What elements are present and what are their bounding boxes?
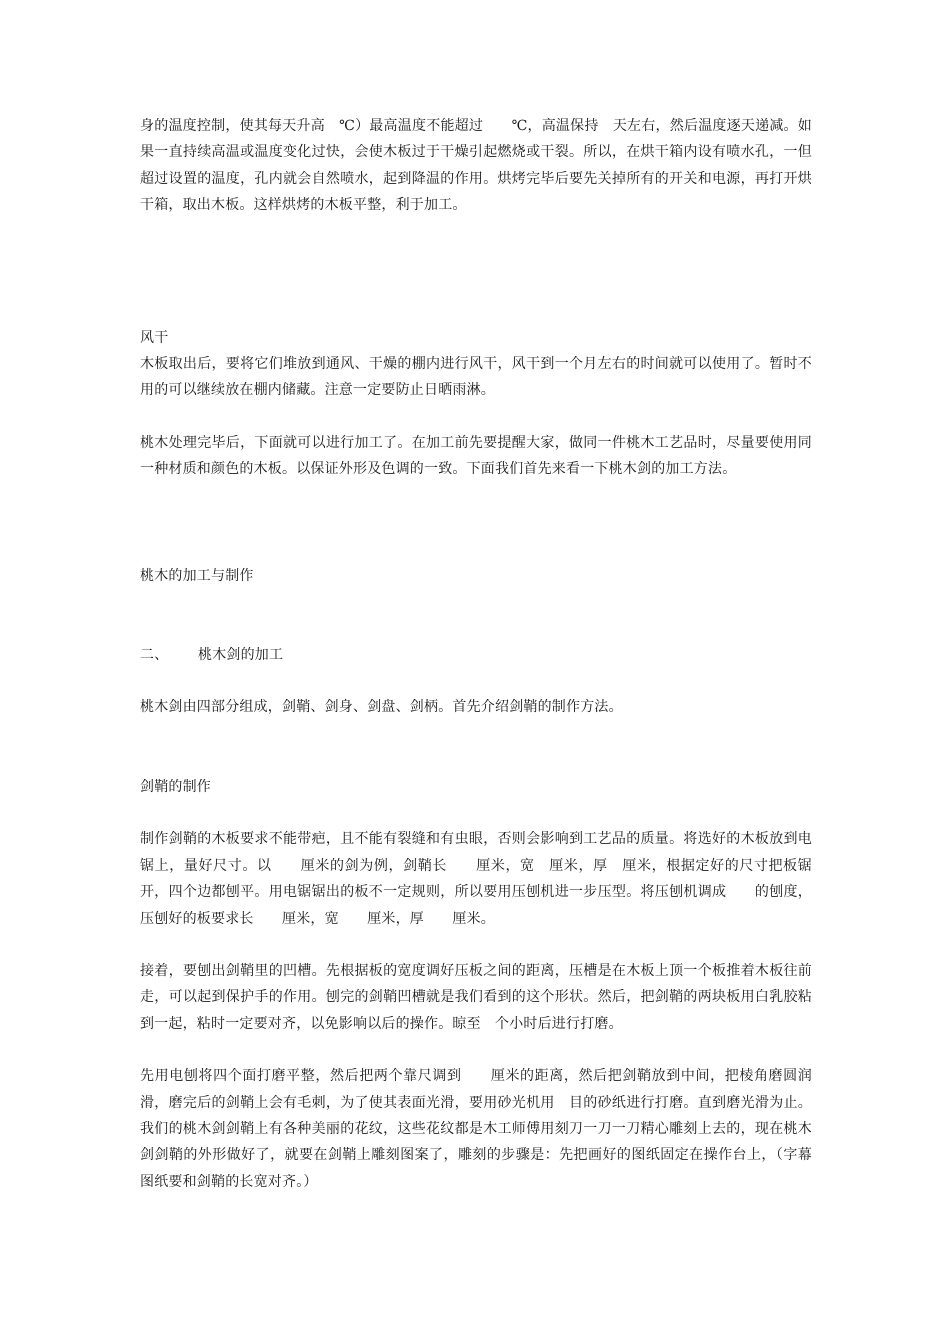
paragraph-processing-intro: 桃木处理完毕后，下面就可以进行加工了。在加工前先要提醒大家，做同一件桃木工艺品时，尽量要使用同一种材质和颜色的木板。以保证外形及色调的一致。下面我们首先来看一下桃木剑的加工方法。: [140, 434, 812, 478]
heading-sword-processing: [140, 642, 812, 668]
spacer: [140, 404, 812, 430]
section-title: 桃木的加工与制作: [140, 567, 254, 584]
paragraph-drying-temperature: 身的温度控制，使其每天升高 ℃）最高温度不能超过 ℃，高温保持 天左右，然后温度逐天递减。如果一直持续高温或温度变化过快，会使木板过于干燥引起燃烧或干裂。所以，在烘干箱内设有喷水孔，一但超过设置的温度，孔内就会自然喷水，起到降温的作用。烘烤完毕后要先关掉所有的开关和电源，再打开烘干箱，取出木板。这样烘烤的木板平整，利于加工。: [140, 118, 812, 214]
paragraph-air-dry: 木板取出后，要将它们堆放到通风、干燥的棚内进行风干，风干到一个月左右的时间就可以使用了。暂时不用的可以继续放在棚内储藏。注意一定要防止日晒雨淋。: [140, 356, 812, 399]
spacer: [140, 668, 812, 694]
heading-air-dry: 风干: [140, 329, 169, 346]
spacer: [140, 1037, 812, 1063]
paragraph-scabbard-board: 制作剑鞘的木板要求不能带疤，且不能有裂缝和有虫眼，否则会影响到工艺品的质量。将选好的木板放到电锯上，量好尺寸。以 厘米的剑为例，剑鞘长 厘米，宽 厘米，厚 厘米，根据定好的尺寸把板锯开，四个边都刨平。用电锯锯出的板不一定规则，所以要用压刨机进一步压型。将压刨机调成 的刨度，压刨好的板要求长 厘米，宽 厘米，厚 厘米。: [140, 831, 812, 927]
paragraph-scabbard-groove: 接着，要刨出剑鞘里的凹槽。先根据板的宽度调好压板之间的距离，压槽是在木板上顶一个板推着木板往前走，可以起到保护手的作用。刨完的剑鞘凹槽就是我们看到的这个形状。然后，把剑鞘的两块板用白乳胶粘到一起，粘时一定要对齐，以免影响以后的操作。晾至 个小时后进行打磨。: [140, 962, 812, 1032]
spacer: [140, 483, 812, 563]
heading-scabbard: 剑鞘的制作: [140, 778, 211, 795]
heading-number: 二、: [140, 647, 169, 664]
document-page: [140, 113, 827, 1195]
paragraph-scabbard-polish: 先用电刨将四个面打磨平整，然后把两个靠尺调到 厘米的距离，然后把剑鞘放到中间，把棱角磨圆润滑，磨完后的剑鞘上会有毛刺，为了使其表面光滑，要用砂光机用 目的砂纸进行打磨。直到磨光滑为止。我们的桃木剑剑鞘上有各种美丽的花纹，这些花纹都是木工师傅用刻刀一刀一刀精心雕刻上去的，现在桃木剑剑鞘的外形做好了，就要在剑鞘上雕刻图案了，雕刻的步骤是：先把画好的图纸固定在操作台上，（字幕 图纸要和剑鞘的长宽对齐。）: [140, 1068, 827, 1190]
spacer: [140, 721, 812, 774]
spacer: [140, 932, 812, 958]
heading-text: 桃木剑的加工: [198, 647, 284, 664]
spacer: [140, 800, 812, 826]
spacer: [140, 219, 812, 325]
paragraph-sword-parts: 桃木剑由四部分组成，剑鞘、剑身、剑盘、剑柄。首先介绍剑鞘的制作方法。: [140, 699, 623, 716]
spacer: [140, 589, 812, 642]
